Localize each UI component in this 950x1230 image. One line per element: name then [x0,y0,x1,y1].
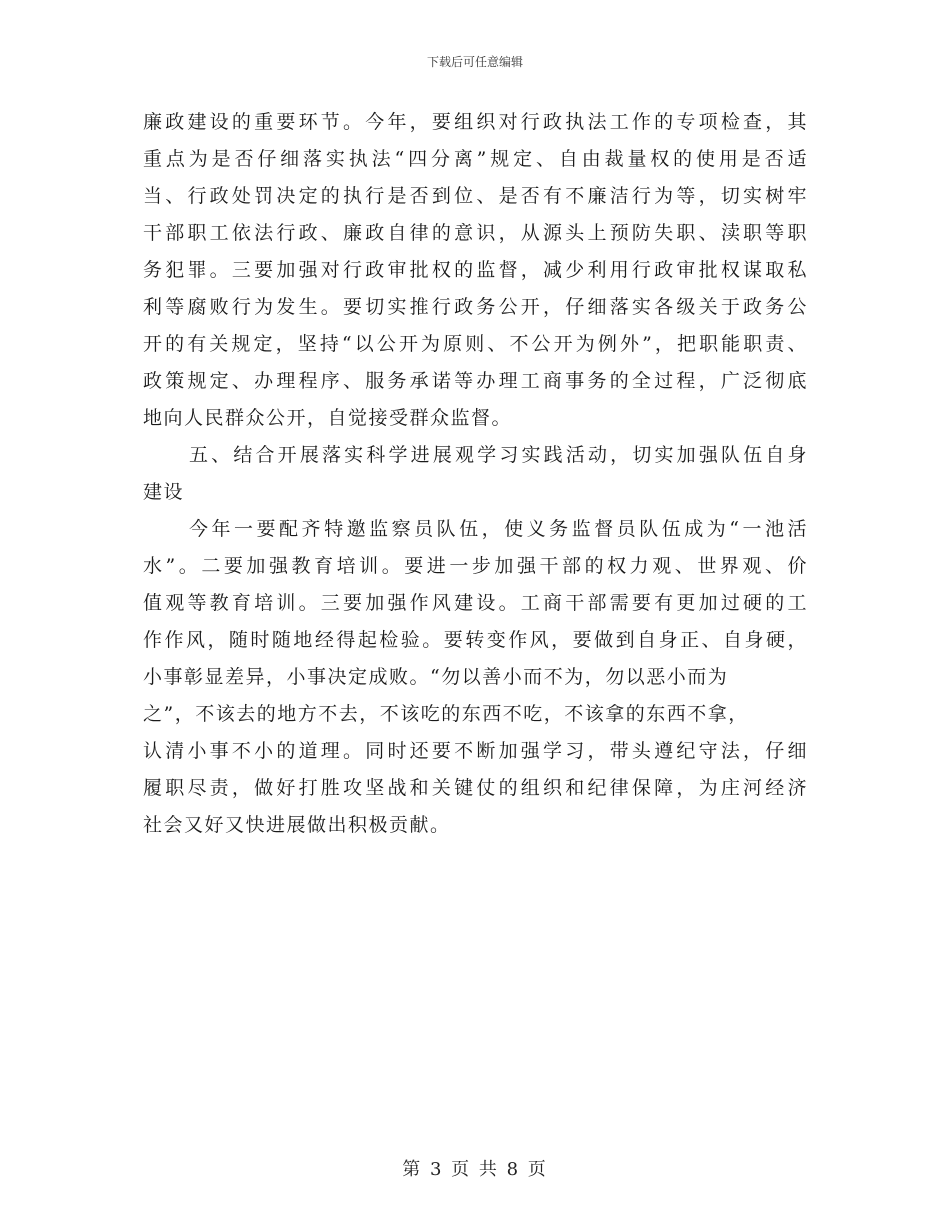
text-line: 作作风，随时随地经得起检验。要转变作风，要做到自身正、自身硬， [143,629,808,651]
text-line: 水”。二要加强教育培训。要进一步加强干部的权力观、世界观、价 [143,555,808,577]
text-line: 务犯罪。三要加强对行政审批权的监督，减少利用行政审批权谋取私 [143,259,808,281]
page-number: 第 3 页 共 8 页 [402,1159,548,1180]
body-text [143,104,808,844]
section-heading-line: 五、结合开展落实科学进展观学习实践活动，切实加强队伍自身 [189,444,808,466]
text-line: 重点为是否仔细落实执法“四分离”规定、自由裁量权的使用是否适 [143,148,808,170]
text-line: 干部职工依法行政、廉政自律的意识，从源头上预防失职、渎职等职 [143,222,808,244]
text-line: 认清小事不小的道理。同时还要不断加强学习，带头遵纪守法，仔细 [143,740,808,762]
text-line: 地向人民群众公开，自觉接受群众监督。 [143,407,513,429]
text-line: 履职尽责，做好打胜攻坚战和关键仗的组织和纪律保障，为庄河经济 [143,777,808,799]
text-line: 值观等教育培训。三要加强作风建设。工商干部需要有更加过硬的工 [143,592,808,614]
text-line: 开的有关规定，坚持“以公开为原则、不公开为例外”，把职能职责、 [143,333,808,355]
text-line: 今年一要配齐特邀监察员队伍，使义务监督员队伍成为“一池活 [189,518,808,540]
text-line: 小事彰显差异，小事决定成败。“勿以善小而不为，勿以恶小而为 [143,666,729,688]
text-line: 廉政建设的重要环节。今年，要组织对行政执法工作的专项检查，其 [143,111,808,133]
section-heading-line: 建设 [143,481,185,503]
text-line: 社会又好又快进展做出积极贡献。 [143,814,451,836]
text-line: 之”，不该去的地方不去，不该吃的东西不吃，不该拿的东西不拿， [143,703,749,725]
text-line: 政策规定、办理程序、服务承诺等办理工商事务的全过程，广泛彻底 [143,370,808,392]
header-note: 下载后可任意编辑 [426,55,523,69]
text-line: 利等腐败行为发生。要切实推行政务公开，仔细落实各级关于政务公 [143,296,808,318]
text-line: 当、行政处罚决定的执行是否到位、是否有不廉洁行为等，切实树牢 [143,185,808,207]
